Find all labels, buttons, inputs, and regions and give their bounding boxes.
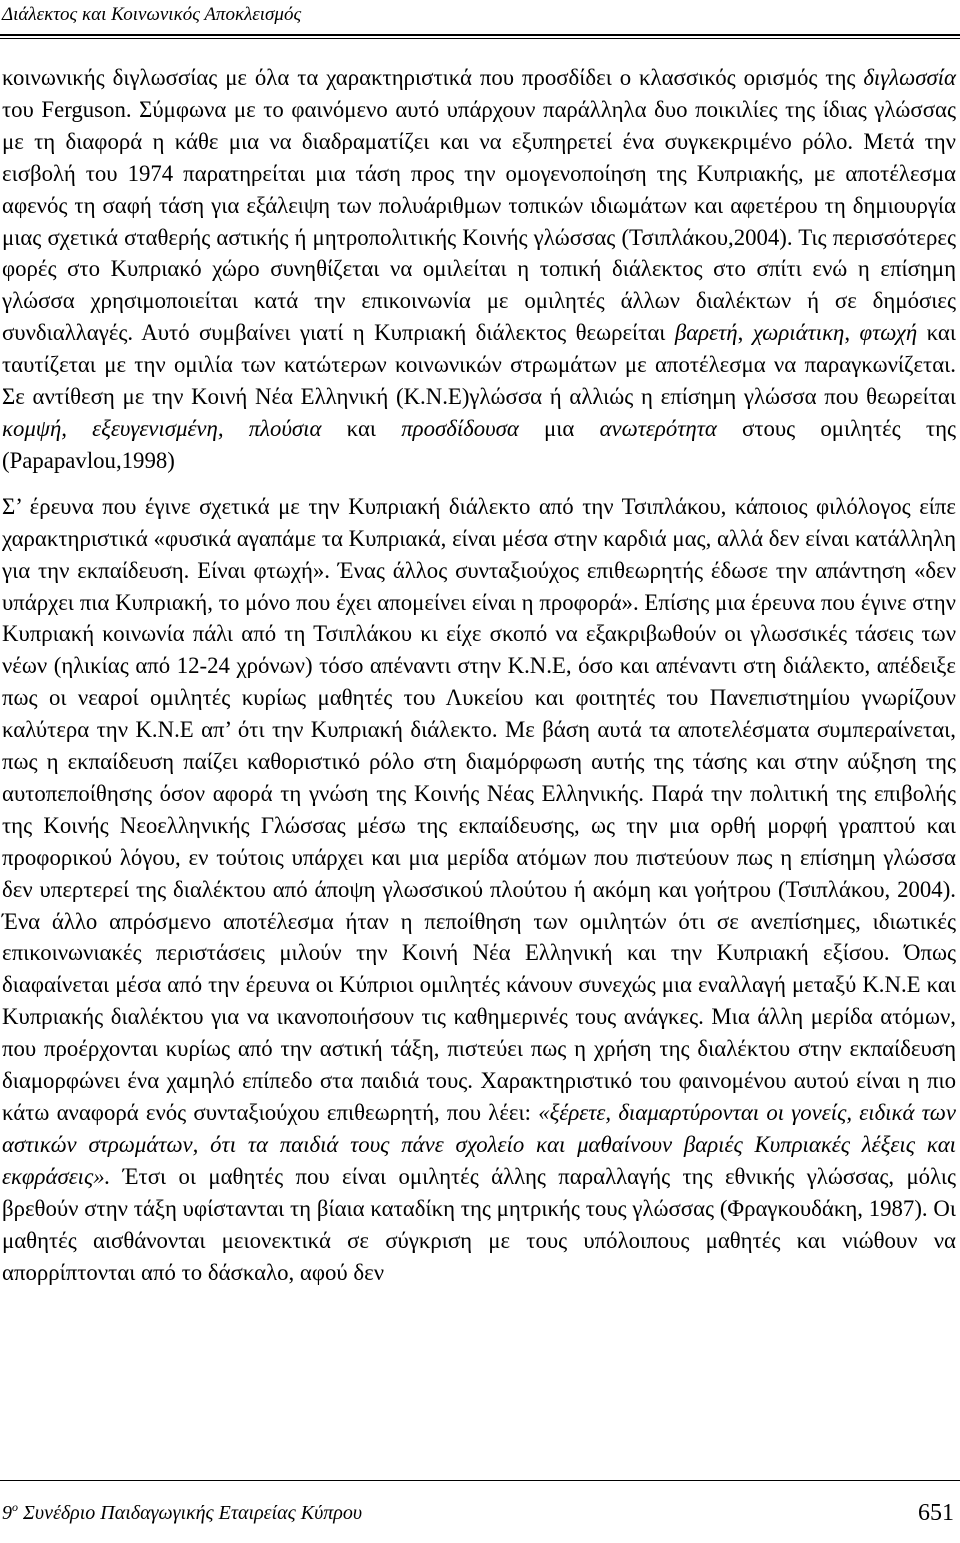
text-run: κοινωνικής διγλωσσίας με όλα τα χαρακτηριστικά που προσδίδει ο κλασσικός ορισμός της: [2, 65, 864, 90]
text-run: μια: [518, 415, 600, 441]
conference-title: Συνέδριο Παιδαγωγικής Εταιρείας Κύπρου: [23, 1502, 363, 1524]
italic-run: διγλωσσία: [863, 65, 956, 90]
text-run: Σ’ έρευνα που έγινε σχετικά με την Κυπριακή διάλεκτο από την Τσιπλάκου, κάποιος φιλόλογος είπε χαρακτηριστικά «φυσικά αγαπάμε τα Κυπριακά, είναι μέσα στην καρδιά μας, αλλά δεν είναι κατάλληλη για την εκπαίδευση. Είναι φτωχή». Ένας άλλος συνταξιούχος επιθεωρητής έδωσε την απάντηση «δεν υπάρχει πια Κυπριακή, το μόνο που έχει απομείνει είναι η προφορά». Επίσης μια έρευνα που έγινε στην Κυπριακή κοινωνία πάλι από τη Τσιπλάκου κι είχε σκοπό να εξακριβωθούν οι γλωσσικές τάσεις των νέων (ηλικίας από 12-24 χρόνων) τόσο απέναντι στην Κ.Ν.Ε, όσο και απέναντι στη διάλεκτο, απέδειξε πως οι νεαροί ομιλητές κυρίως μαθητές του Λυκείου και φοιτητές του Πανεπιστημίου γνωρίζουν καλύτερα την Κ.Ν.Ε απ’ ότι την Κυπριακή διάλεκτο. Με βάση αυτά τα αποτελέσματα συμπεραίνεται, πως η εκπαίδευση παίζει καθοριστικό ρόλο στη διαμόρφωση αυτής της τάσης και στην αύξηση της αυτοπεποίθησης όσον αφορά τη γνώση της Κοινής Νέας Ελληνικής. Παρά την πολιτική της επιβολής της Κοινής Νεοελληνικής Γλώσσας μέσω της εκπαίδευσης, ως την μια ορθή μορφή γραπτού και προφορικού λόγου, εν τούτοις υπάρχει και μια μερίδα ατόμων που πιστεύουν πως η επίσημη γλώσσα δεν υπερτερεί της διαλέκτου από άποψη γλωσσικού πλούτου ή ακόμη και γοήτρου (Τσιπλάκου, 2004). Ένα άλλο απρόσμενο αποτέλεσμα ήταν η πεποίθηση των ομιλητών ότι σε ανεπίσημες, ιδιωτικές επικοινωνιακές περιστάσεις μιλούν την Κοινή Νέα Ελληνική και την Κυπριακή εξίσου. Όπως διαφαίνεται μέσα από την έρευνα οι Κύπριοι ομιλητές κάνουν συνεχώς μια εναλλαγή μεταξύ Κ.Ν.Ε και Κυπριακής διαλέκτου για να ικανοποιήσουν τις καθημερινές τους ανάγκες. Μια άλλη μερίδα ατόμων, που προέρχονται κυρίως από την αστική τάξη, πιστεύει πως η χρήση της διαλέκτου στην εκπαίδευση διαμορφώνει ένα χαμηλό επίπεδο στα παιδιά τους. Χαρακτηριστικό του φαινομένου αυτού είναι η πιο κάτω αναφορά ενός συνταξιούχου επιθεωρητή, που λέει:: [2, 493, 956, 1125]
paragraph-2: [2, 491, 956, 1289]
text-run: και: [321, 415, 402, 441]
body-text: [2, 62, 956, 1288]
edition-number: 9: [2, 1502, 12, 1524]
paragraph-1: [2, 62, 956, 477]
italic-run: ανωτερότητα: [599, 415, 717, 441]
footer-rule: [0, 1480, 960, 1481]
italic-run: κομψή, εξευγενισμένη, πλούσια: [2, 415, 322, 441]
page-number: 651: [918, 1500, 954, 1526]
text-run: ,: [737, 320, 753, 346]
header-rule: [0, 34, 960, 36]
text-run: και ταυτίζεται με την ομιλία των κατώτερων κοινωνικών στρωμάτων με αποτέλεσμα να παραγκωνίζεται. Σε αντίθεση με την Κοινή Νέα Ελληνική (Κ.Ν.Ε)γλώσσα ή αλλιώς η επίσημη γλώσσα που θεωρείται: [2, 320, 956, 410]
header-rule-thin: [0, 38, 960, 39]
italic-run: προσδίδουσα: [401, 415, 519, 441]
running-title: Διάλεκτος και Κοινωνικός Αποκλεισμός: [2, 4, 302, 25]
text-run: ,: [844, 320, 860, 346]
italic-run: βαρετή: [674, 320, 738, 346]
italic-quote: «ξέρετε, διαμαρτύρονται οι γονείς, ειδικά των αστικών στρωμάτων, ότι τα παιδιά τους πάνε σχολείο και μαθαίνουν βαριές Κυπριακές λέξεις και εκφράσεις».: [2, 1100, 956, 1189]
italic-run: χωριάτικη: [752, 320, 845, 346]
italic-run: φτωχή: [859, 320, 918, 346]
text-run: του Ferguson. Σύμφωνα με το φαινόμενο αυτό υπάρχουν παράλληλα δυο ποικιλίες της ίδιας γλώσσας με τη διαφορά η κάθε μια να διαδραματίζει και να εξυπηρετεί ένα συγκεκριμένο ρόλο. Μετά την εισβολή του 1974 παρατηρείται μια τάση προς την ομογενοποίηση της Κυπριακής, με αποτέλεσμα αφενός τη σαφή τάση για εξάλειψη των πολυάριθμων τοπικών ιδιωμάτων και αφετέρου τη δημιουργία μιας σχετικά σταθερής αστικής ή μητροπολιτικής Κοινής γλώσσας (Τσιπλάκου,2004). Τις περισσότερες φορές στο Κυπριακό χώρο συνηθίζεται να ομιλείται η τοπική διάλεκτος στο σπίτι ενώ η επίσημη γλώσσα χρησιμοποιείται κατά την επικοινωνία με ομιλητές άλλων διαλέκτων ή σε δημόσιες συνδιαλλαγές. Αυτό συμβαίνει γιατί η Κυπριακή διάλεκτος θεωρείται: [2, 96, 956, 346]
text-run: στους ομιλητές της (Papapavlou,1998): [2, 415, 957, 473]
text-run: Έτσι οι μαθητές που είναι ομιλητές άλλης παραλλαγής της εθνικής γλώσσας, μόλις βρεθούν στην τάξη υφίστανται τη βίαια καταδίκη της μητρικής τους γλώσσας (Φραγκουδάκη, 1987). Οι μαθητές αισθάνονται μειονεκτικά σε σύγκριση με τους υπόλοιπους μαθητές και νιώθουν να απορρίπτονται από το δάσκαλο, αφού δεν: [2, 1163, 956, 1285]
conference-name: [2, 1500, 362, 1525]
page-header: [0, 2, 960, 28]
ordinal-suffix: ο: [12, 1500, 18, 1514]
